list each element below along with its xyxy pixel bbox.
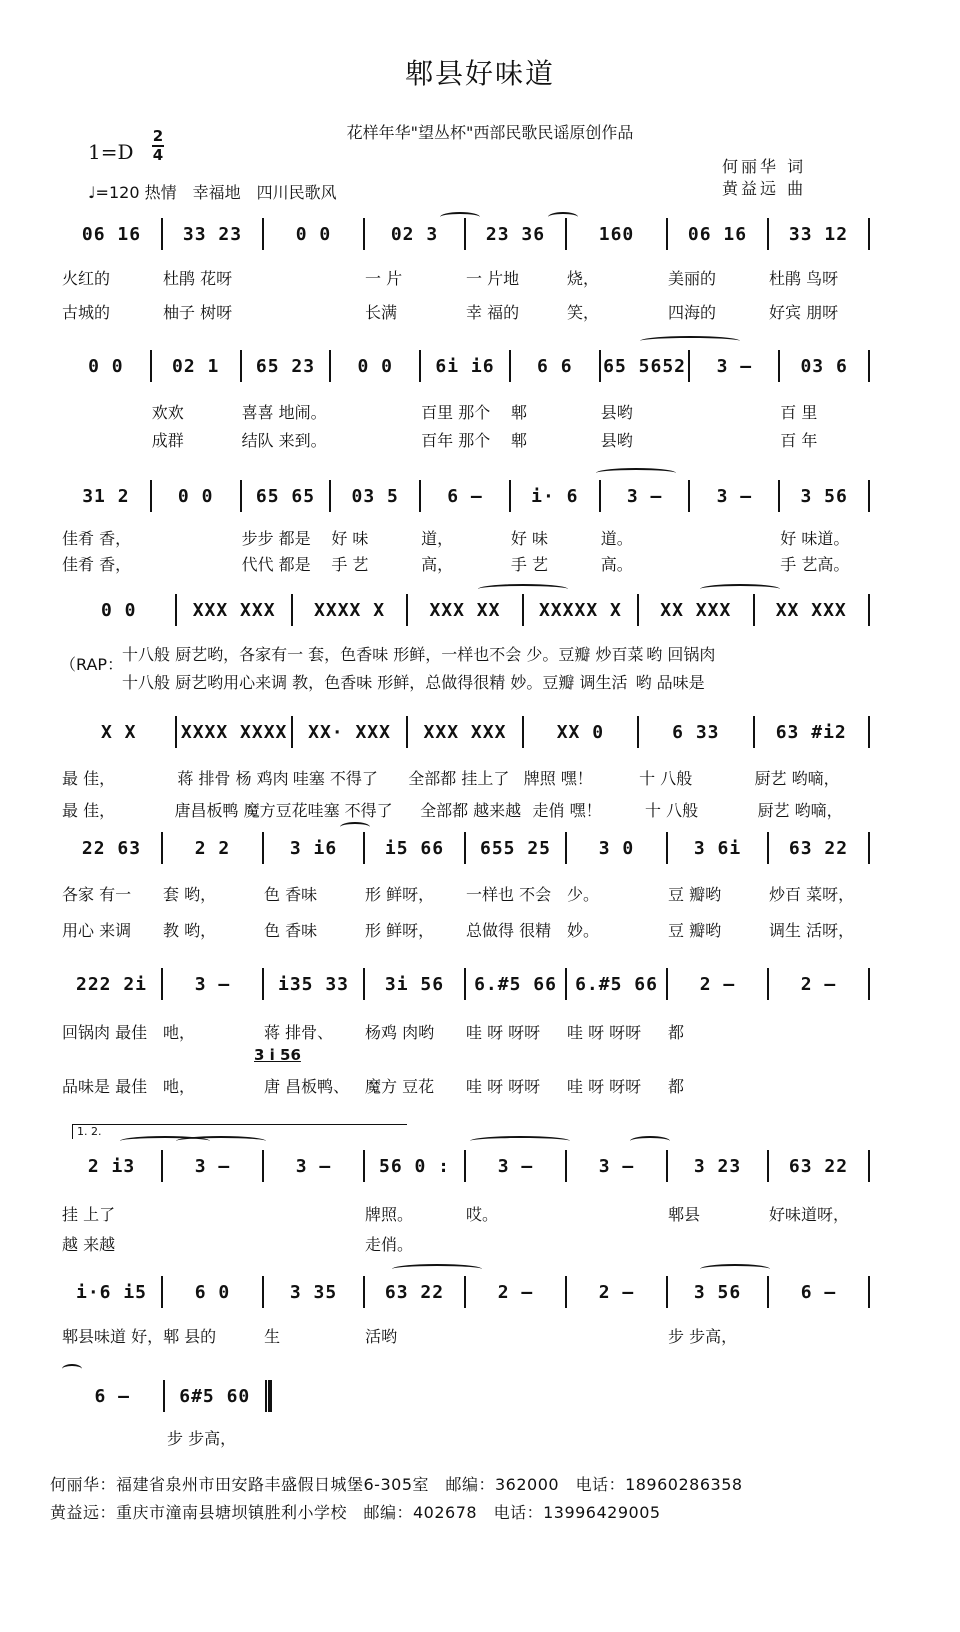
lyric-line-2 [62, 1230, 870, 1256]
lyric-syllable: 哟 回锅肉 [646, 644, 716, 664]
measure: 03 5 [351, 485, 399, 507]
tempo-marking: ♩=120 热情 幸福地 四川民歌风 [88, 183, 337, 202]
lyric-syllable: 哇塞 不得了 [307, 800, 393, 820]
lyric-syllable: 喜喜 地闹。 [241, 402, 327, 422]
tie-slur [640, 336, 740, 346]
barline [868, 480, 870, 512]
lyric-syllable: 哇 呀 呀呀 [567, 1022, 642, 1042]
measure: i· 6 [531, 485, 579, 507]
measure: 6#5 60 [179, 1385, 251, 1407]
composer-credit: 黄益远 曲 [722, 179, 807, 198]
lyric-syllable: 手 艺 [510, 554, 548, 574]
lyric-syllable: 县哟 [600, 402, 633, 422]
tie-slur [440, 212, 480, 222]
tie-slur [700, 584, 780, 594]
lyric-syllable: 吔， [163, 1022, 196, 1042]
measure: 3 – [194, 1155, 231, 1177]
lyric-line-1 [62, 1018, 870, 1044]
lyric-syllable: 牌照 嘿！ [523, 768, 593, 788]
lyric-syllable: 好宾 朋呀 [769, 302, 839, 322]
lyric-syllable: 豆 瓣哟 [668, 920, 722, 940]
measure: 6 – [447, 485, 483, 507]
measure: 6 – [800, 1281, 837, 1303]
lyric-line-1 [62, 398, 870, 424]
lyric-syllable: 道。 [600, 528, 633, 548]
measure: i·6 i5 [75, 1281, 148, 1303]
lyric-syllable: 步 步高， [668, 1326, 738, 1346]
lyric-syllable: 用心来调 教， [223, 672, 325, 692]
staff-system [62, 712, 870, 752]
measure: XX 0 [556, 721, 605, 743]
measure: 56 0 : [378, 1155, 451, 1177]
lyric-syllable: 最 佳， [62, 768, 116, 788]
lyric-syllable: 吔， [163, 1076, 196, 1096]
lyric-line-1 [62, 1322, 870, 1348]
footer-line-lyricist: 何丽华：福建省泉州市田安路丰盛假日城堡6-305室 邮编：362000 电话：18960286358 [50, 1475, 743, 1494]
tie-slur [470, 1136, 570, 1146]
lyric-syllable: 百 里 [780, 402, 818, 422]
staff-system [62, 1376, 272, 1416]
measure: 3 35 [289, 1281, 338, 1303]
lyric-syllable: 好 味 [331, 528, 369, 548]
lyric-syllable: 郫 [510, 430, 527, 450]
measure: 0 0 [100, 599, 137, 621]
lyric-syllable: 百年 那个 [421, 430, 491, 450]
measure: 160 [598, 223, 635, 245]
measure: XXX XX [429, 599, 501, 621]
lyric-line-2 [62, 1072, 870, 1098]
measure: 63 22 [788, 837, 849, 859]
measure: 2 – [598, 1281, 635, 1303]
measure: 222 2i [75, 973, 148, 995]
lyric-syllable: 哟 品味是 [635, 672, 705, 692]
measure: 0 0 [357, 355, 393, 377]
lyric-syllable: 哎。 [466, 1204, 499, 1224]
measure: 0 0 [177, 485, 214, 507]
lyric-syllable: 十 八般 [639, 768, 693, 788]
lyric-syllable: 郫县味道 好， [62, 1326, 164, 1346]
lyric-syllable: 都 [668, 1022, 685, 1042]
measure: 2 – [699, 973, 736, 995]
lyric-syllable: 烧， [567, 268, 600, 288]
lyric-syllable: 杨鸡 肉哟 [365, 1022, 435, 1042]
lyric-syllable: 形 鲜呀， [365, 884, 435, 904]
tie-slur [340, 822, 370, 832]
lyric-syllable: 厨艺 哟嘀， [754, 768, 840, 788]
measure: 02 1 [171, 355, 220, 377]
lyric-line-1 [62, 880, 870, 906]
lyric-syllable: 手 艺高。 [780, 554, 850, 574]
lyric-syllable: 色 香味 [264, 884, 318, 904]
measure: XXXX X [314, 599, 386, 621]
measure: 3 – [716, 355, 753, 377]
measure: 0 0 [88, 355, 124, 377]
rap-label: （RAP： [60, 655, 124, 674]
lyric-line-1 [62, 764, 870, 790]
measure: 65 5652 [603, 355, 686, 377]
measure: XXXXX X [538, 599, 622, 621]
measure: 3 – [295, 1155, 332, 1177]
lyric-syllable: 美丽的 [668, 268, 717, 288]
measure: 3 6i [693, 837, 742, 859]
lyric-syllable: 都 [668, 1076, 685, 1096]
measure: 06 16 [81, 223, 142, 245]
lyric-line-2 [122, 668, 822, 694]
lyric-syllable: 越 来越 [62, 1234, 116, 1254]
barline [868, 968, 870, 1000]
barline [868, 218, 870, 250]
measure: XXXX XXXX [180, 721, 288, 743]
lyric-syllable: 佳肴 香， [62, 528, 132, 548]
staff-system [62, 1272, 870, 1312]
lyric-syllable: 代代 都是 [241, 554, 311, 574]
lyric-syllable: 总做得很精 妙。 [425, 672, 543, 692]
measure: 31 2 [82, 485, 130, 507]
lyric-syllable: 套 哟， [163, 884, 217, 904]
lyric-line-1 [62, 264, 870, 290]
key-signature: 1=D [88, 140, 134, 164]
measure: i5 66 [384, 837, 445, 859]
lyric-syllable: 蒋 排骨、 [264, 1022, 334, 1042]
lyric-syllable: 全部都 越来越 [420, 800, 522, 820]
tie-slur [392, 1264, 482, 1274]
staff-system [62, 590, 870, 630]
lyric-syllable: 杜鹃 鸟呀 [769, 268, 839, 288]
lyric-syllable: 好 味 [510, 528, 548, 548]
lyric-line-2 [62, 298, 870, 324]
lyric-line-1 [62, 1424, 272, 1450]
lyric-syllable: 豆 瓣哟 [668, 884, 722, 904]
measure: XX XXX [775, 599, 847, 621]
measure: 6 33 [672, 721, 720, 743]
measure: 3 – [626, 485, 663, 507]
lyric-line-1 [122, 640, 822, 666]
measure: 6.#5 66 [474, 973, 557, 995]
lyric-line-2 [62, 550, 870, 576]
staff-system [62, 476, 870, 516]
lyric-syllable: 挂 上了 [62, 1204, 116, 1224]
lyric-syllable: 调生 活呀， [769, 920, 855, 940]
lyric-syllable: 杜鹃 花呀 [163, 268, 233, 288]
lyric-syllable: 郫 [510, 402, 527, 422]
measure: 3 56 [693, 1281, 742, 1303]
measure: 63 #i2 [775, 721, 847, 743]
lyric-syllable: 品味是 最佳 [62, 1076, 148, 1096]
lyric-syllable: 色香味 形鲜， [324, 672, 426, 692]
lyric-syllable: 各家有一 套， [239, 644, 341, 664]
measure: XX XXX [660, 599, 732, 621]
lyric-syllable: 欢欢 [151, 402, 184, 422]
lyric-syllable: 一样也不会 少。 [441, 644, 559, 664]
lyric-syllable: 百里 那个 [421, 402, 491, 422]
lyric-syllable: 县哟 [600, 430, 633, 450]
lyric-syllable: 唐昌板鸭 魔方豆花 [174, 800, 308, 820]
lyric-syllable: 四海的 [668, 302, 717, 322]
lyric-syllable: 哇 呀 呀呀 [466, 1022, 541, 1042]
measure: 22 63 [81, 837, 142, 859]
barline [868, 1150, 870, 1182]
measure: 6 – [94, 1385, 130, 1407]
measure: 33 12 [788, 223, 849, 245]
lyric-syllable: 火红的 [62, 268, 111, 288]
lyric-syllable: 高。 [600, 554, 633, 574]
staff-system [62, 964, 870, 1004]
lyric-syllable: 百 年 [780, 430, 818, 450]
measure: 23 36 [485, 223, 546, 245]
measure: 3 56 [800, 485, 848, 507]
lyric-line-1 [62, 1200, 870, 1226]
measure: X X [100, 721, 137, 743]
barline [868, 350, 870, 382]
measure: 02 3 [390, 223, 439, 245]
measure: XX· XXX [308, 721, 391, 743]
measure: 3 – [716, 485, 753, 507]
lyric-syllable: 魔方 豆花 [365, 1076, 435, 1096]
measure: 33 23 [182, 223, 243, 245]
measure: 3i 56 [384, 973, 445, 995]
measure: 65 65 [255, 485, 316, 507]
lyric-syllable: 总做得 很精 [466, 920, 552, 940]
lyric-syllable: 十 八般 [645, 800, 699, 820]
lyric-line-1 [62, 524, 870, 550]
lyric-syllable: 柚子 树呀 [163, 302, 233, 322]
lyric-syllable: 豆瓣 调生活 [542, 672, 628, 692]
measure: XXX XXX [423, 721, 507, 743]
measure: 65 23 [255, 355, 316, 377]
measure: 3 0 [598, 837, 635, 859]
lyric-syllable: 哇 呀 呀呀 [567, 1076, 642, 1096]
lyric-syllable: 十八般 厨艺哟 [122, 672, 224, 692]
lyric-syllable: 走俏 嘿！ [532, 800, 602, 820]
lyricist-credit: 何丽华 词 [722, 157, 807, 176]
lyric-syllable: 一 片 [365, 268, 403, 288]
lyric-syllable: 厨艺 哟嘀， [757, 800, 843, 820]
lyric-syllable: 生 [264, 1326, 281, 1346]
lyric-syllable: 古城的 [62, 302, 111, 322]
lyric-syllable: 成群 [151, 430, 184, 450]
measure: 3 – [598, 1155, 635, 1177]
measure: 06 16 [687, 223, 748, 245]
lyric-syllable: 手 艺 [331, 554, 369, 574]
lyric-syllable: 各家 有一 [62, 884, 132, 904]
lyric-syllable: 好 味道。 [780, 528, 850, 548]
lyric-syllable: 妙。 [567, 920, 600, 940]
tie-slur [478, 584, 568, 594]
lyric-syllable: 豆瓣 炒百菜 [558, 644, 644, 664]
tie-slur [700, 1264, 770, 1274]
lyric-syllable: 步步 都是 [241, 528, 311, 548]
staff-system [62, 828, 870, 868]
final-barline [265, 1380, 272, 1412]
staff-system [62, 1146, 870, 1186]
lyric-syllable: 幸 福的 [466, 302, 520, 322]
barline [868, 716, 870, 748]
lyric-line-2 [62, 796, 870, 822]
measure: 3 i6 [289, 837, 338, 859]
measure: 6 0 [194, 1281, 231, 1303]
lyric-line-2 [62, 426, 870, 452]
lyric-line-2 [62, 916, 870, 942]
lyric-syllable: 哇 呀 呀呀 [466, 1076, 541, 1096]
lyric-syllable: 全部都 挂上了 [408, 768, 510, 788]
volta-bracket: 1. 2. [72, 1124, 407, 1139]
barline [868, 832, 870, 864]
measure: 0 0 [295, 223, 332, 245]
lyric-syllable: 回锅肉 最佳 [62, 1022, 148, 1042]
lyric-syllable: 少。 [567, 884, 600, 904]
barline [868, 1276, 870, 1308]
measure: 63 22 [384, 1281, 445, 1303]
measure: 2 2 [194, 837, 231, 859]
lyric-syllable: 色 香味 [264, 920, 318, 940]
ossia-notes: 3 i 56 [254, 1046, 301, 1064]
lyric-syllable: 笑， [567, 302, 600, 322]
staff-system [62, 346, 870, 386]
lyric-syllable: 一 片地 [466, 268, 520, 288]
measure: 03 6 [800, 355, 848, 377]
measure: 3 – [194, 973, 231, 995]
lyric-syllable: 色香味 形鲜， [340, 644, 442, 664]
measure: 2 – [800, 973, 837, 995]
lyric-syllable: 道， [421, 528, 454, 548]
measure: 3 – [497, 1155, 534, 1177]
song-subtitle: 花样年华"望丛杯"西部民歌民谣原创作品 [346, 123, 634, 142]
tie-slur [62, 1364, 82, 1374]
lyric-syllable: 蒋 排骨 杨 鸡肉 [177, 768, 289, 788]
lyric-syllable: 最 佳， [62, 800, 116, 820]
lyric-syllable: 炒百 菜呀， [769, 884, 855, 904]
lyric-syllable: 形 鲜呀， [365, 920, 435, 940]
lyric-syllable: 牌照。 [365, 1204, 414, 1224]
measure: 6i i6 [435, 355, 495, 377]
measure: 6 6 [537, 355, 573, 377]
lyric-syllable: 好味道呀， [769, 1204, 850, 1224]
measure: XXX XXX [192, 599, 276, 621]
tie-slur [630, 1136, 670, 1146]
measure: 655 25 [479, 837, 552, 859]
time-signature: 2 4 [152, 127, 164, 164]
measure: 2 – [497, 1281, 534, 1303]
tie-slur [596, 468, 676, 478]
song-title: 郫县好味道 [404, 57, 555, 90]
lyric-syllable: 哇塞 不得了 [292, 768, 378, 788]
measure: 6.#5 66 [575, 973, 658, 995]
measure: 3 23 [693, 1155, 742, 1177]
measure: i35 33 [277, 973, 350, 995]
lyric-syllable: 用心 来调 [62, 920, 132, 940]
lyric-syllable: 十八般 厨艺哟， [122, 644, 240, 664]
measure: 63 22 [788, 1155, 849, 1177]
lyric-syllable: 走俏。 [365, 1234, 414, 1254]
lyric-syllable: 一样也 不会 [466, 884, 552, 904]
measure: 2 i3 [87, 1155, 136, 1177]
barline [868, 594, 870, 626]
lyric-syllable: 教 哟， [163, 920, 217, 940]
lyric-syllable: 长满 [365, 302, 398, 322]
tie-slur [548, 212, 578, 222]
footer-line-composer: 黄益远：重庆市潼南县塘坝镇胜利小学校 邮编：402678 电话：13996429005 [50, 1503, 661, 1522]
lyric-syllable: 郫县 [668, 1204, 701, 1224]
lyric-syllable: 佳肴 香， [62, 554, 132, 574]
lyric-syllable: 结队 来到。 [241, 430, 327, 450]
lyric-syllable: 高， [421, 554, 454, 574]
lyric-syllable: 步 步高， [167, 1428, 237, 1448]
lyric-syllable: 郫 县的 [163, 1326, 217, 1346]
lyric-syllable: 唐 昌板鸭、 [264, 1076, 350, 1096]
lyric-syllable: 活哟 [365, 1326, 398, 1346]
